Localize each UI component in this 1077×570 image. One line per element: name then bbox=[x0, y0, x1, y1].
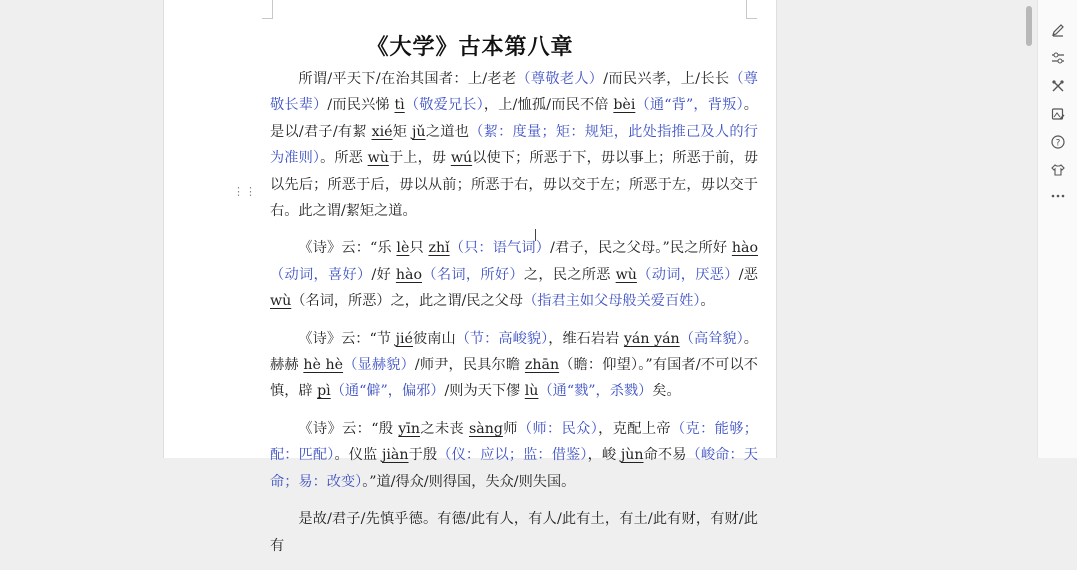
document-title: 《大学》古本第八章 bbox=[366, 34, 574, 60]
text-run: 之未丧 bbox=[420, 420, 469, 437]
pinyin: yán yán bbox=[623, 330, 680, 347]
text-run: 。 bbox=[700, 293, 715, 310]
text-run: /好 bbox=[371, 266, 396, 283]
text-run: 。仪监 bbox=[334, 447, 382, 464]
pinyin: zhān bbox=[524, 357, 560, 374]
text-run: 所谓/平天下/在治其国者：上/老老 bbox=[298, 71, 517, 87]
annotation-note: （通“背”，背叛） bbox=[635, 97, 744, 114]
pinyin: lù bbox=[524, 383, 539, 400]
right-toolbar bbox=[1037, 0, 1077, 458]
annotation-note: （显赫貌） bbox=[343, 357, 415, 374]
svg-text:?: ? bbox=[1055, 138, 1061, 149]
text-run: 。赫赫 bbox=[270, 330, 758, 374]
pinyin: jiàn bbox=[382, 447, 409, 464]
pinyin: wù bbox=[367, 150, 389, 167]
text-run: 《诗》云：“殷 bbox=[298, 420, 399, 437]
text-run: /而民兴孝，上/长长 bbox=[603, 71, 730, 87]
more-icon[interactable] bbox=[1048, 186, 1068, 206]
text-run: 于殷 bbox=[408, 447, 438, 464]
text-run: ，克配上帝 bbox=[598, 420, 671, 437]
pen-icon[interactable] bbox=[1048, 20, 1068, 40]
text-run: /而民兴悌 bbox=[327, 97, 395, 114]
annotation-note: （尊敬长辈） bbox=[270, 71, 758, 114]
drag-handle-icon[interactable]: ⋮⋮ bbox=[233, 185, 257, 198]
text-run: 之道也 bbox=[425, 123, 470, 140]
annotation-note: （仪：应以；监：借鉴） bbox=[437, 447, 588, 464]
text-run: 。是以/君子/有絜 bbox=[270, 97, 758, 140]
text-run: /则为天下僇 bbox=[444, 383, 525, 400]
annotation-note: （絜：度量；矩：规矩，此处指推己及人的行为准则） bbox=[270, 123, 758, 167]
pinyin: zhǐ bbox=[428, 240, 450, 257]
paragraph[interactable] bbox=[270, 66, 758, 224]
paragraph[interactable] bbox=[270, 416, 758, 495]
text-run: 师 bbox=[502, 420, 518, 437]
text-run: 是故/君子/先慎乎德。有德/此有人，有人/此有土，有土/此有财，有财/此有 bbox=[270, 511, 758, 554]
scrollbar-thumb[interactable] bbox=[1026, 6, 1032, 46]
annotation-note: （师：民众） bbox=[517, 420, 599, 437]
pinyin: sàng bbox=[468, 420, 503, 437]
pinyin: hào bbox=[395, 266, 423, 283]
pinyin: jùn bbox=[620, 447, 644, 464]
annotation-note: （峻命：天命；易：改变） bbox=[270, 447, 758, 490]
annotation-note: （动词，厌恶） bbox=[636, 266, 739, 283]
document-body[interactable] bbox=[270, 66, 758, 570]
paragraph[interactable] bbox=[270, 326, 758, 405]
text-run: （瞻：仰望）。”有国者/不可以不慎，辟 bbox=[270, 357, 758, 400]
paragraph[interactable] bbox=[270, 235, 758, 314]
pinyin: wú bbox=[450, 150, 473, 167]
annotation-note: （敬爱兄长） bbox=[404, 97, 484, 114]
sliders-icon[interactable] bbox=[1048, 48, 1068, 68]
text-run: （名词，所恶）之，此之谓/民之父母 bbox=[291, 293, 524, 310]
text-run: /恶 bbox=[738, 266, 758, 283]
pinyin: hào bbox=[731, 240, 758, 257]
pinyin: bèi bbox=[613, 97, 636, 114]
text-run: 之，民之所恶 bbox=[523, 266, 616, 283]
annotation-note: （只：语气词） bbox=[449, 240, 551, 257]
annotation-note: （通“戮”，杀戮） bbox=[538, 383, 653, 400]
pinyin: wù bbox=[270, 293, 292, 310]
annotation-note: （克：能够；配：匹配） bbox=[270, 420, 758, 464]
text-cursor bbox=[535, 229, 538, 241]
pinyin: jié bbox=[395, 330, 413, 347]
pinyin: yīn bbox=[398, 420, 420, 437]
text-run: /师尹，民具尔瞻 bbox=[414, 357, 525, 374]
pinyin: jǔ bbox=[412, 123, 426, 140]
annotation-note: （指君主如父母般关爱百姓） bbox=[523, 293, 701, 310]
annotation-note: （高耸貌） bbox=[679, 330, 744, 347]
text-run: /君子，民之父母。”民之所好 bbox=[550, 240, 732, 257]
text-run: ，上/恤孤/而民不倍 bbox=[483, 97, 614, 114]
text-run: 。所恶 bbox=[320, 150, 368, 167]
annotation-note: （通“僻”，偏邪） bbox=[330, 383, 445, 400]
paragraph[interactable] bbox=[270, 506, 758, 559]
text-run: ，峻 bbox=[587, 447, 621, 464]
text-run: 命不易 bbox=[643, 447, 687, 464]
text-run: 矩 bbox=[392, 123, 413, 140]
shirt-icon[interactable] bbox=[1048, 160, 1068, 180]
margin-corner-right bbox=[746, 0, 757, 19]
annotation-note: （动词，喜好） bbox=[270, 266, 372, 283]
pinyin: wù bbox=[615, 266, 637, 283]
pinyin: tì bbox=[394, 97, 405, 114]
text-run: 《诗》云：“乐 bbox=[298, 240, 397, 257]
help-icon[interactable] bbox=[1048, 132, 1068, 152]
text-run: 只 bbox=[409, 240, 429, 257]
tools-icon[interactable] bbox=[1048, 76, 1068, 96]
pinyin: hè hè bbox=[303, 357, 344, 374]
annotation-note: （名词，所好） bbox=[422, 266, 524, 283]
pinyin: xié bbox=[371, 123, 393, 140]
text-run: 以使下；所恶于下，毋以事上；所恶于前，毋以先后；所恶于后，毋以从前；所恶于右，毋以交于左；所恶于左，毋以交于右。此之谓/絜矩之道。 bbox=[270, 150, 759, 220]
text-run: 于上，毋 bbox=[388, 150, 451, 167]
text-run: 。”道/得众/则得国，失众/则失国。 bbox=[362, 473, 576, 490]
document-page bbox=[163, 0, 777, 554]
text-run: 彼南山 bbox=[412, 330, 456, 347]
text-run: ，维石岩岩 bbox=[548, 330, 624, 347]
annotation-note: （节：高峻貌） bbox=[455, 330, 549, 347]
image-edit-icon[interactable] bbox=[1048, 104, 1068, 124]
text-run: 《诗》云：“节 bbox=[298, 330, 396, 347]
pinyin: lè bbox=[396, 240, 410, 257]
annotation-note: （尊敬老人） bbox=[516, 71, 604, 87]
margin-corner-left bbox=[262, 0, 273, 19]
pinyin: pì bbox=[317, 383, 331, 400]
text-run: 矣。 bbox=[652, 383, 681, 400]
